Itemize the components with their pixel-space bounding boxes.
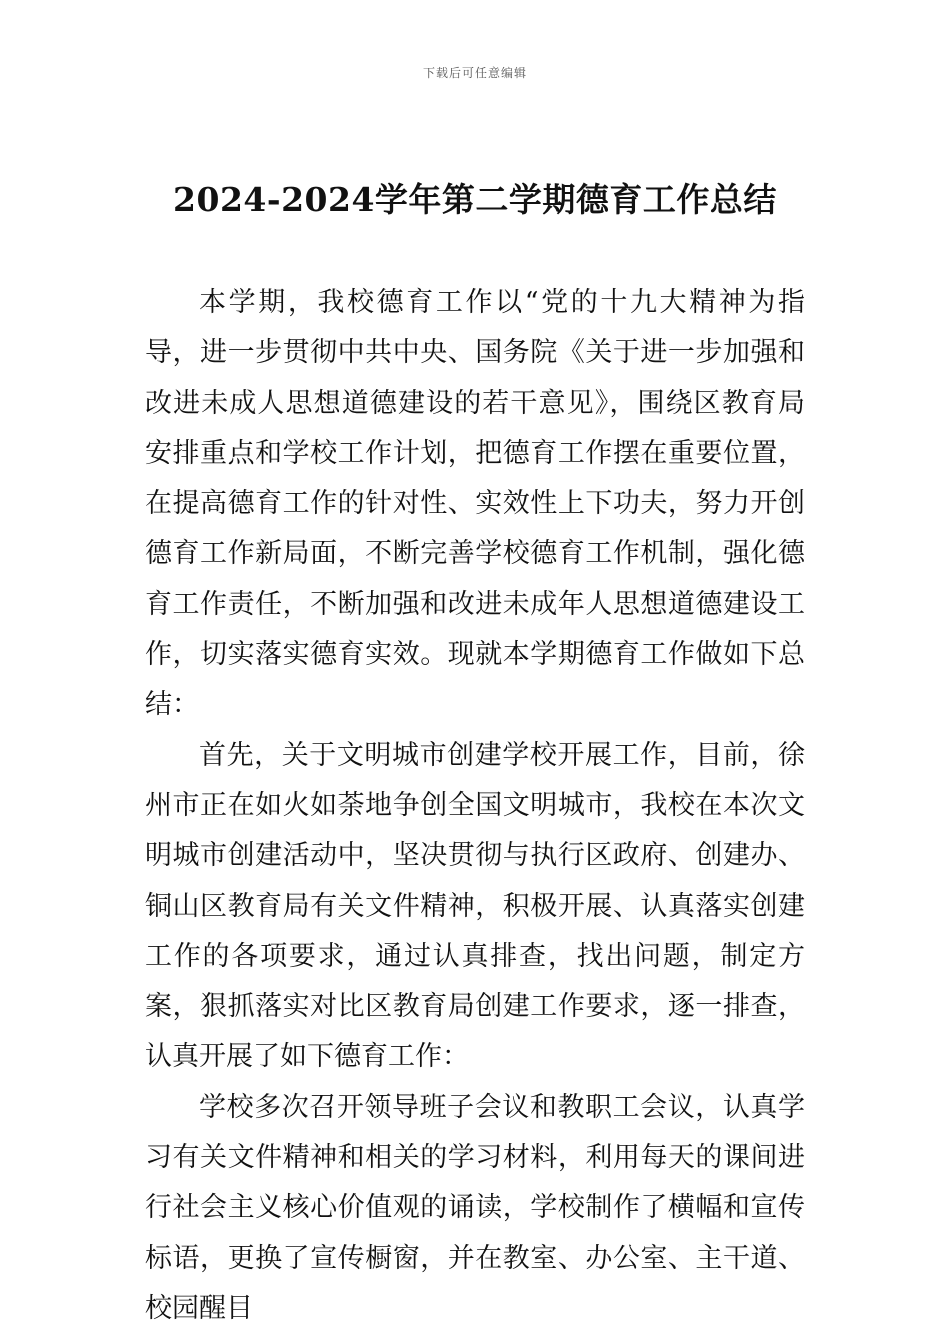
paragraph-intro: 本学期，我校德育工作以“党的十九大精神为指导，进一步贯彻中共中央、国务院《关于进一步加强和改进未成人思想道德建设的若干意见》，围绕区教育局安排重点和学校工作计划，把德育工作摆在重要位置，在提高德育工作的针对性、实效性上下功夫，努力开创德育工作新局面，不断完善学校德育工作机制，强化德育工作责任，不断加强和改进未成年人思想道德建设工作，切实落实德育实效。现就本学期德育工作做如下总结： xyxy=(145,287,805,721)
document-title: 2024-2024学年第二学期德育工作总结 xyxy=(173,180,777,219)
paragraph-civilized-city: 首先，关于文明城市创建学校开展工作，目前，徐州市正在如火如荼地争创全国文明城市，我校在本次文明城市创建活动中，坚决贯彻与执行区政府、创建办、铜山区教育局有关文件精神，积极开展、认真落实创建工作的各项要求，通过认真排查，找出问题，制定方案，狠抓落实对比区教育局创建工作要求，逐一排查，认真开展了如下德育工作： xyxy=(145,739,805,1073)
page-header-note: 下载后可任意编辑 xyxy=(422,66,527,80)
paragraph-school-meetings: 学校多次召开领导班子会议和教职工会议，认真学习有关文件精神和相关的学习材料，利用每天的课间进行社会主义核心价值观的诵读，学校制作了横幅和宣传标语，更换了宣传橱窗，并在教室、办公室、主干道、校园醒目 xyxy=(145,1091,805,1324)
document-body xyxy=(145,278,805,1334)
